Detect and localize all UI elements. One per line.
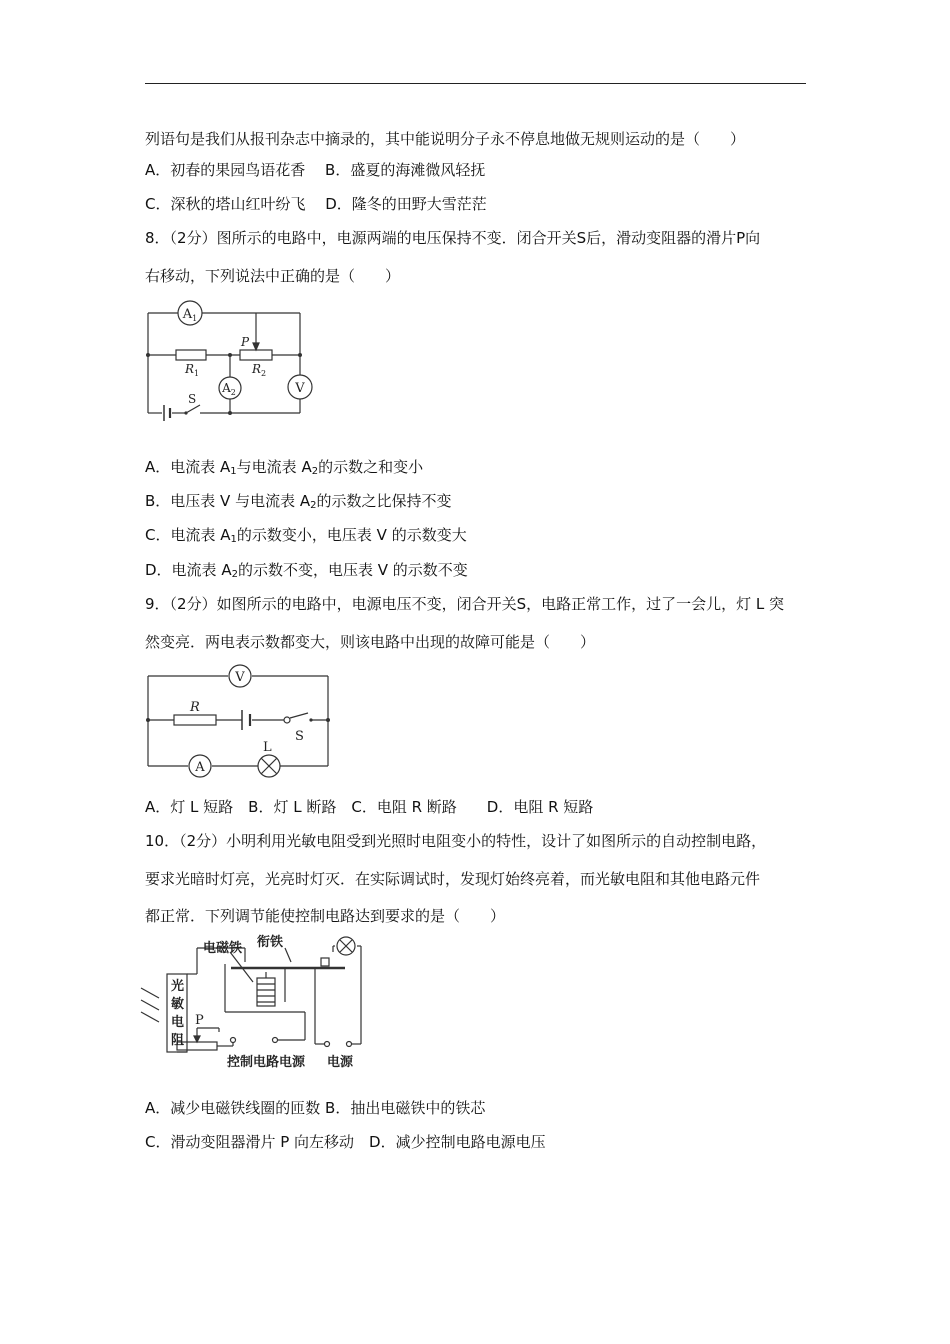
q8-stem-line1: 8．（2分）图所示的电路中，电源两端的电压保持不变．闭合开关S后，滑动变阻器的滑片P向 xyxy=(145,229,761,247)
q8-a1-sub: 1 xyxy=(192,314,198,323)
q9-options: A．灯 L 短路 B．灯 L 断路 C．电阻 R 断路 D．电阻 R 短路 xyxy=(145,798,594,816)
q8-option-b: B．电压表 V 与电流表 $A_2$的示数之比保持不变 xyxy=(145,492,452,511)
q10-electromagnet-label: 电磁铁 xyxy=(203,941,243,956)
q10-control-circuit-diagram xyxy=(135,932,385,1072)
svg-text:R2 xyxy=(251,362,266,378)
q8-p-label: P xyxy=(241,335,250,349)
q9-l-label: L xyxy=(263,740,272,755)
q10-power-label: 电源 xyxy=(327,1055,354,1070)
q8-stem-line2: 右移动，下列说法中正确的是（ ） xyxy=(145,267,401,285)
q9-s-label: S xyxy=(295,729,304,744)
q10-photoresistor-label-3: 电 xyxy=(171,1015,185,1030)
q10-photoresistor-label-2: 敏 xyxy=(171,997,185,1012)
q9-a-label: A xyxy=(195,760,205,775)
q8-r2-sub: 2 xyxy=(261,369,267,378)
q9-circuit-diagram xyxy=(140,658,340,780)
q7-stem: 列语句是我们从报刊杂志中摘录的，其中能说明分子永不停息地做无规则运动的是（ ） xyxy=(145,130,746,148)
q10-stem-line1: 10．（2分）小明利用光敏电阻受到光照时电阻变小的特性，设计了如图所示的自动控制电路， xyxy=(145,832,767,850)
q10-armature-label: 衔铁 xyxy=(257,935,284,950)
q10-p-label: P xyxy=(195,1013,204,1028)
q8-s-label: S xyxy=(188,392,197,406)
q8-a1-label: A xyxy=(182,307,193,322)
q9-stem-line1: 9．（2分）如图所示的电路中，电源电压不变，闭合开关S，电路正常工作，过了一会儿，灯 L 突 xyxy=(145,595,785,613)
q10-stem-line2: 要求光暗时灯亮，光亮时灯灭．在实际调试时，发现灯始终亮着，而光敏电阻和其他电路元件 xyxy=(145,870,761,888)
q8-r1-sub: 1 xyxy=(194,369,200,378)
q7-options-cd: C．深秋的塔山红叶纷飞 D．隆冬的田野大雪茫茫 xyxy=(145,195,487,213)
svg-text:R1 xyxy=(184,362,199,378)
q10-options-ab: A．减少电磁铁线圈的匝数 B．抽出电磁铁中的铁芯 xyxy=(145,1099,486,1117)
q10-stem-line3: 都正常．下列调节能使控制电路达到要求的是（ ） xyxy=(145,907,506,925)
q9-v-label: V xyxy=(235,670,245,685)
q10-photoresistor-label-4: 阻 xyxy=(171,1033,185,1048)
q8-option-a: A．电流表 $A_1$与电流表 $A_2$的示数之和变小 xyxy=(145,458,424,477)
q10-options-cd: C．滑动变阻器滑片 P 向左移动 D．减少控制电路电源电压 xyxy=(145,1133,546,1151)
q10-photoresistor-label-1: 光 xyxy=(171,979,185,994)
q8-circuit-diagram xyxy=(140,295,320,430)
q9-r-label: R xyxy=(190,700,200,715)
q8-option-d: D．电流表 $A_2$的示数不变，电压表 V 的示数不变 xyxy=(145,561,468,580)
q8-v-label: V xyxy=(295,381,305,396)
q9-stem-line2: 然变亮．两电表示数都变大，则该电路中出现的故障可能是（ ） xyxy=(145,633,596,651)
q8-option-c: C．电流表 $A_1$的示数变小，电压表 V 的示数变大 xyxy=(145,526,467,545)
header-rule xyxy=(145,83,806,84)
q8-a2-sub: 2 xyxy=(230,388,236,397)
q8-r1-label: R xyxy=(185,362,195,376)
q8-r2-label: R xyxy=(252,362,262,376)
q10-control-power-label: 控制电路电源 xyxy=(227,1055,306,1070)
q8-a2-label: A xyxy=(222,381,231,395)
q7-options-ab: A．初春的果园鸟语花香 B．盛夏的海滩微风轻抚 xyxy=(145,161,486,179)
